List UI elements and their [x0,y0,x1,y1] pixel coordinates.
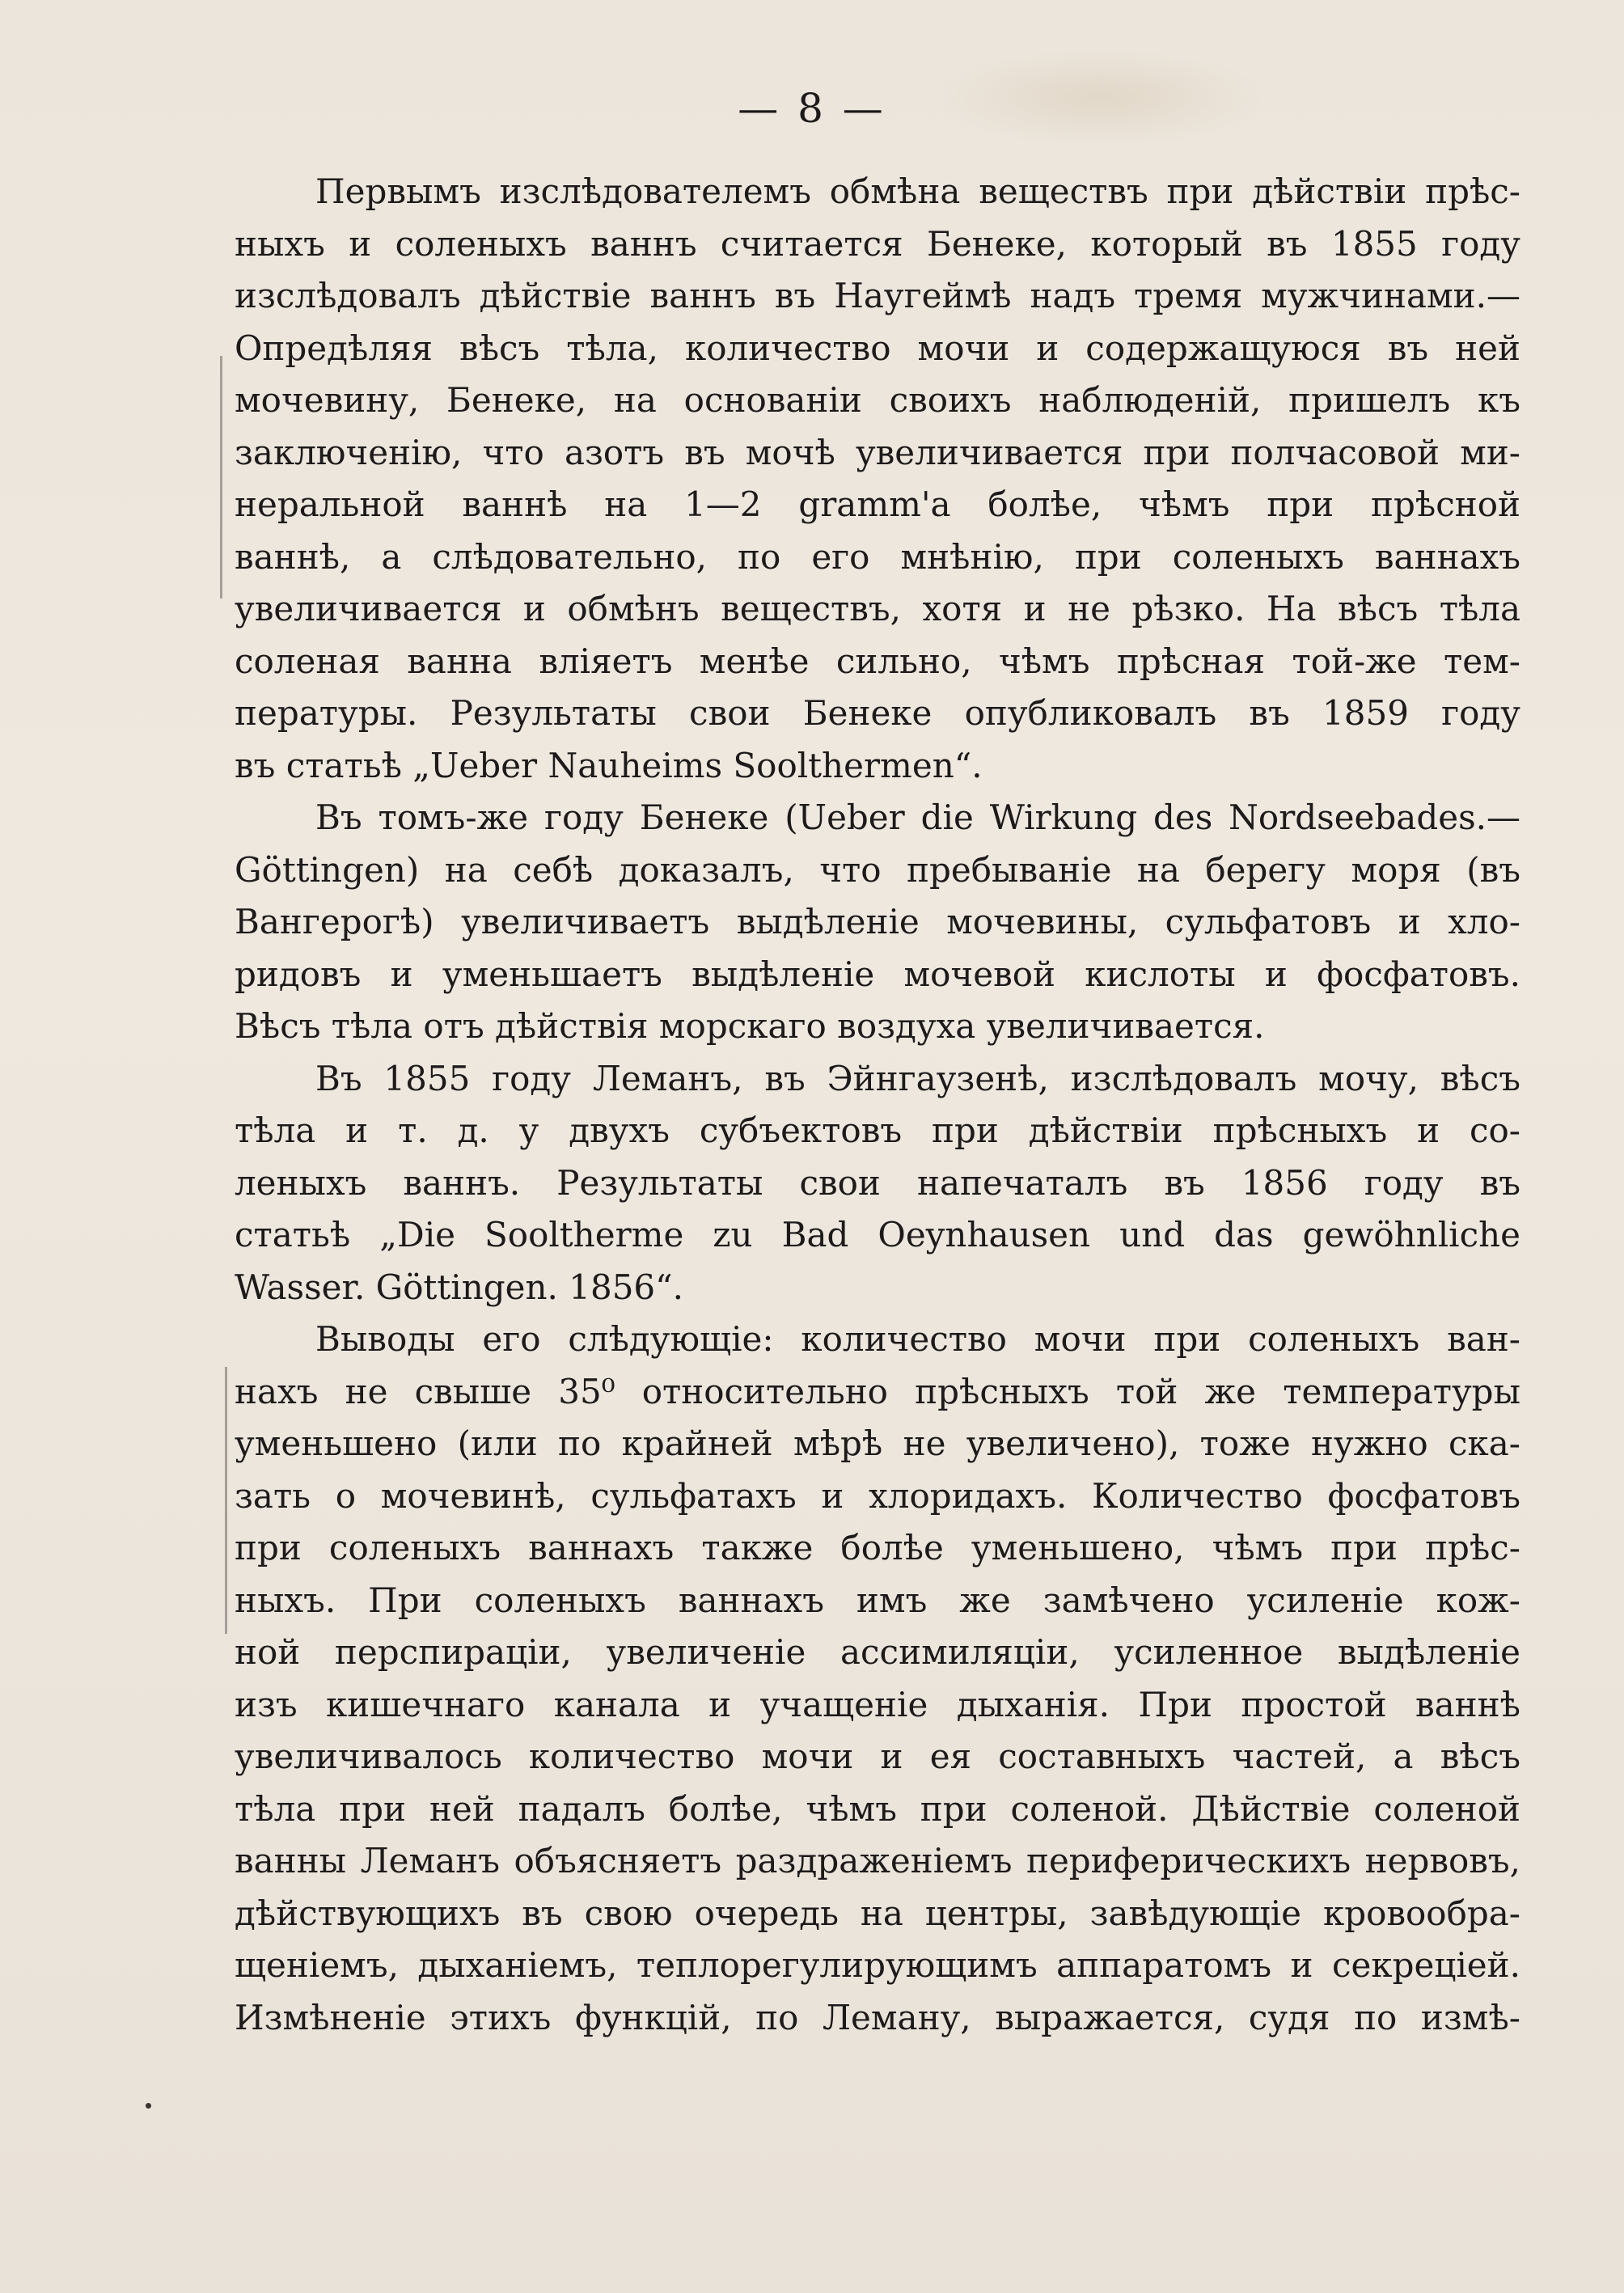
text-line: Въ 1855 году Леманъ, въ Эйнгаузенѣ, изслѣдовалъ мочу, вѣсъ [315,1058,1520,1098]
text-line: ванны Леманъ объясняетъ раздраженіемъ периферическихъ нервовъ, [235,1841,1520,1881]
text-line: увеличивалось количество мочи и ея составныхъ частей, а вѣсъ [235,1737,1520,1776]
text-line: при соленыхъ ваннахъ также болѣе уменьшено, чѣмъ при прѣс- [235,1528,1520,1567]
text-line: неральной ваннѣ на 1—2 gramm'a болѣе, чѣмъ при прѣсной [235,484,1520,524]
text-line: соленая ванна вліяетъ менѣе сильно, чѣмъ прѣсная той-же тем- [235,641,1520,681]
text-line: Wasser. Göttingen. 1856“. [235,1267,683,1307]
text-line: Вѣсъ тѣла отъ дѣйствія морскаго воздуха увеличивается. [235,1006,1265,1046]
text-line: Göttingen) на себѣ доказалъ, что пребываніе на берегу моря (въ [235,849,1520,890]
text-line: нахъ не свыше 35⁰ относительно прѣсныхъ той же температуры [235,1371,1520,1411]
text-line: Выводы его слѣдующіе: количество мочи при соленыхъ ван- [315,1319,1520,1359]
text-line: мочевину, Бенеке, на основаніи своихъ наблюденій, пришелъ къ [235,380,1520,420]
text-line: леныхъ ваннъ. Результаты свои напечаталъ въ 1856 году въ [235,1162,1520,1203]
text-line: Вангерогѣ) увеличиваетъ выдѣленіе мочевины, сульфатовъ и хло- [235,902,1520,941]
text-line: ной перспираціи, увеличеніе ассимиляціи, усиленное выдѣленіе [235,1632,1520,1672]
page-number: — 8 — [738,85,886,132]
text-line: тѣла при ней падалъ болѣе, чѣмъ при соленой. Дѣйствіе соленой [235,1788,1520,1829]
text-line: въ статьѣ „Ueber Nauheims Soolthermen“. [235,745,983,785]
text-line: изслѣдовалъ дѣйствіе ваннъ въ Наугеймѣ надъ тремя мужчинами.— [235,276,1520,315]
text-line: тѣла и т. д. у двухъ субъектовъ при дѣйствіи прѣсныхъ и со- [235,1111,1520,1150]
text-line: Опредѣляя вѣсъ тѣла, количество мочи и содержащуюся въ ней [235,328,1520,368]
text-line: уменьшено (или по крайней мѣрѣ не увеличено), тоже нужно ска- [235,1424,1520,1463]
text-line: ваннѣ, а слѣдовательно, по его мнѣнію, при соленыхъ ваннахъ [235,536,1520,577]
text-line: изъ кишечнаго канала и учащеніе дыханія. При простой ваннѣ [235,1684,1520,1724]
text-line: увеличивается и обмѣнъ веществъ, хотя и не рѣзко. На вѣсъ тѣла [235,589,1520,628]
text-line: статьѣ „Die Sooltherme zu Bad Oeynhausen und das gewöhnliche [235,1215,1520,1254]
text-line: Въ томъ-же году Бенеке (Ueber die Wirkung des Nordseebades.— [315,797,1520,837]
margin-pencil-mark [225,1367,227,1634]
text-line: пературы. Результаты свои Бенеке опубликовалъ въ 1859 году [235,693,1520,733]
text-line: Измѣненіе этихъ функцій, по Леману, выражается, судя по измѣ- [235,1997,1520,2037]
text-line: дѣйствующихъ въ свою очередь на центры, завѣдующіе кровообра- [235,1893,1520,1933]
text-line: Первымъ изслѣдователемъ обмѣна веществъ при дѣйствіи прѣс- [315,171,1520,211]
text-line: ридовъ и уменьшаетъ выдѣленіе мочевой кислоты и фосфатовъ. [235,954,1520,994]
margin-dot [146,2103,151,2109]
text-line: зать о мочевинѣ, сульфатахъ и хлоридахъ. Количество фосфатовъ [235,1475,1520,1516]
body-text [235,166,1520,2044]
text-line: ныхъ и соленыхъ ваннъ считается Бенеке, который въ 1855 году [235,223,1520,264]
text-line: ныхъ. При соленыхъ ваннахъ имъ же замѣчено усиленіе кож- [235,1580,1520,1620]
margin-pencil-mark [220,356,222,599]
text-line: заключенію, что азотъ въ мочѣ увеличивается при полчасовой ми- [235,432,1520,472]
text-line: щеніемъ, дыханіемъ, теплорегулирующимъ аппаратомъ и секреціей. [235,1945,1520,1985]
